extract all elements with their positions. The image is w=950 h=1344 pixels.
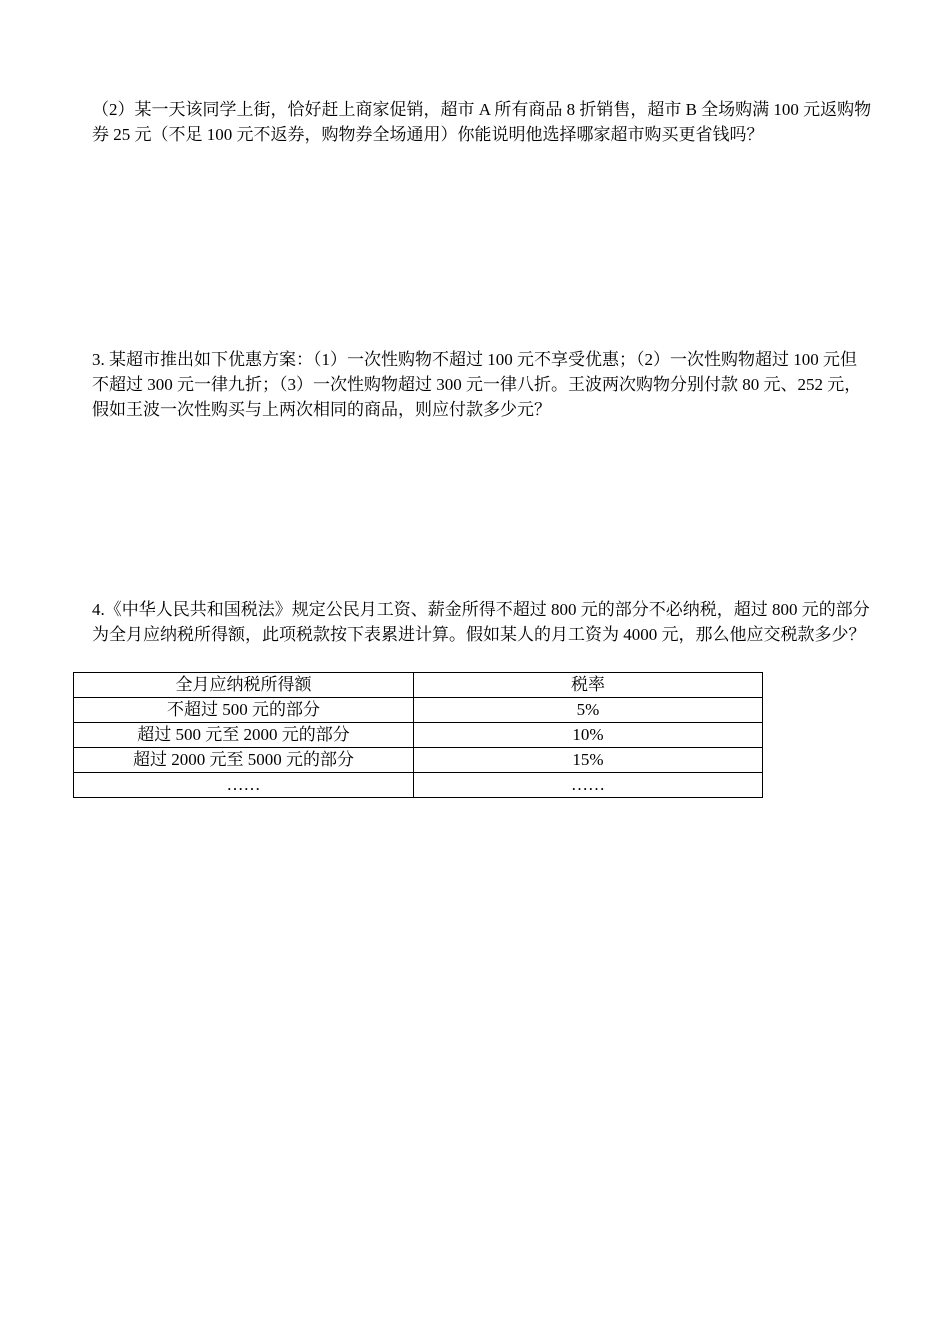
table-row (74, 773, 763, 798)
question-2-part-2: （2）某一天该同学上街，恰好赶上商家促销，超市 A 所有商品 8 折销售，超市 B 全场购满 100 元返购物券 25 元（不足 100 元不返券，购物券全场通用）你能说明他选择哪家超市购买更省钱吗？ (92, 100, 872, 144)
table-cell-rate: 5% (414, 698, 763, 723)
table-cell-rate: 15% (414, 748, 763, 773)
table-cell-income-range: …… (74, 773, 414, 798)
table-cell-income-range: 超过 500 元至 2000 元的部分 (74, 723, 414, 748)
table-cell-income-range: 不超过 500 元的部分 (74, 698, 414, 723)
table-row (74, 723, 763, 748)
question-4: 4.《中华人民共和国税法》规定公民月工资、薪金所得不超过 800 元的部分不必纳税，超过 800 元的部分为全月应纳税所得额，此项税款按下表累进计算。假如某人的月工资为 4000 元，那么他应交税款多少？ (92, 600, 870, 644)
table-row (74, 698, 763, 723)
table-header-row (74, 673, 763, 698)
header-tax-rate: 税率 (414, 673, 763, 698)
header-taxable-income: 全月应纳税所得额 (74, 673, 414, 698)
table-cell-income-range: 超过 2000 元至 5000 元的部分 (74, 748, 414, 773)
tax-rate-table (73, 672, 763, 798)
table-cell-rate: …… (414, 773, 763, 798)
question-3: 3. 某超市推出如下优惠方案：（1）一次性购物不超过 100 元不享受优惠；（2）一次性购物超过 100 元但不超过 300 元一律九折；（3）一次性购物超过 300 元一律八折。王波两次购物分别付款 80 元、252 元，假如王波一次性购买与上两次相同的商品，则应付款多少元？ (92, 350, 862, 419)
table-cell-rate: 10% (414, 723, 763, 748)
table-row (74, 748, 763, 773)
